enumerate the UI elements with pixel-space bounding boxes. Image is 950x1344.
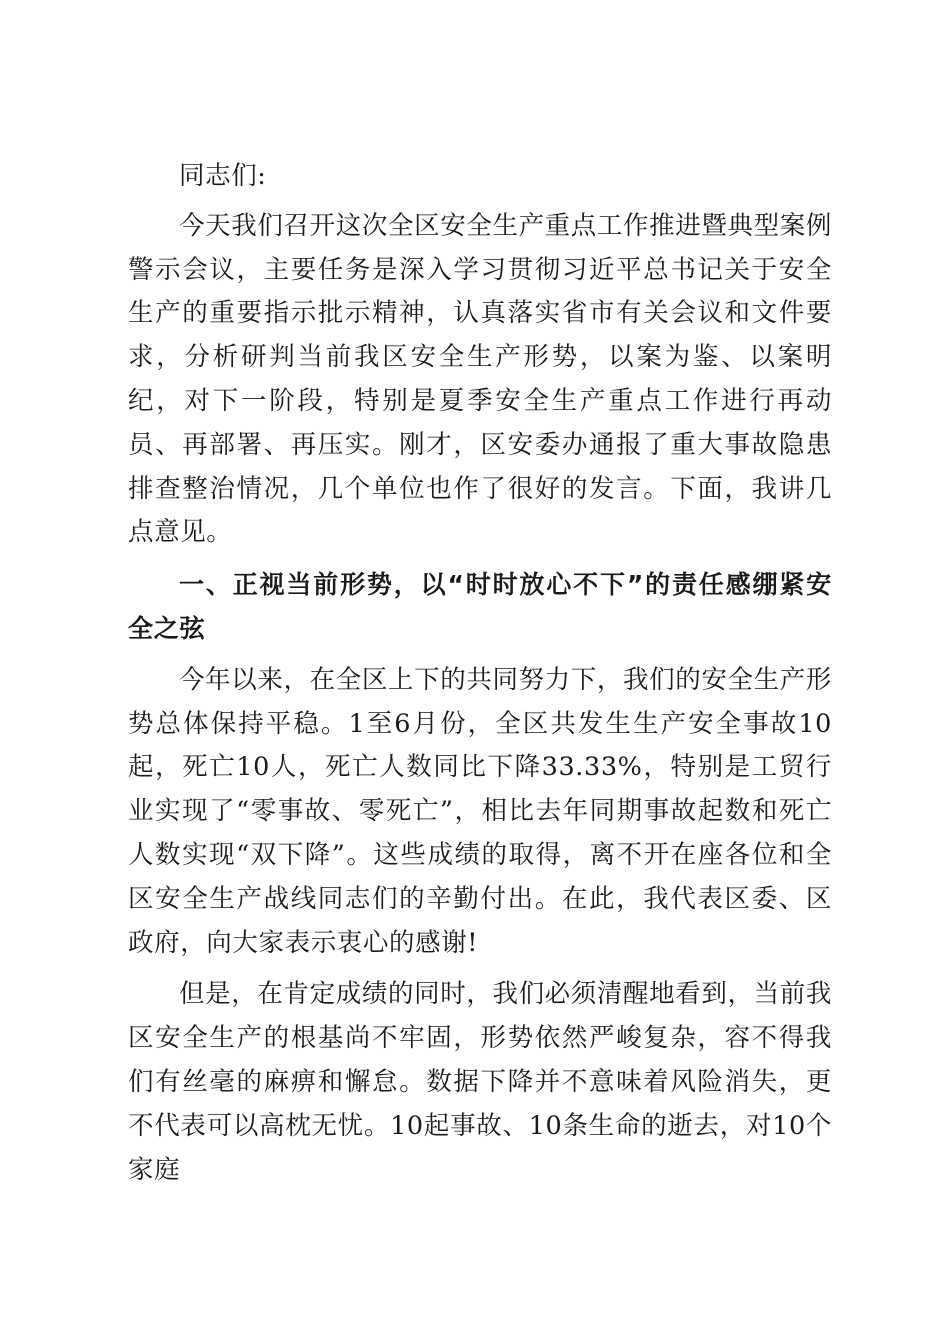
document-body — [128, 155, 832, 1192]
greeting: 同志们: — [179, 161, 267, 191]
section-1-paragraph-1: 今年以来，在全区上下的共同努力下，我们的安全生产形势总体保持平稳。1至6月份，全区共发生生产安全事故10起，死亡10人，死亡人数同比下降33.33%，特别是工贸行业实现了“零事故、零死亡”，相比去年同期事故起数和死亡人数实现“双下降”。这些成绩的取得，离不开在座各位和全区安全生产战线同志们的辛勤付出。在此，我代表区委、区政府，向大家表示衷心的感谢! — [128, 664, 832, 958]
section-1-paragraph-2: 但是，在肯定成绩的同时，我们必须清醒地看到，当前我区安全生产的根基尚不牢固，形势依然严峻复杂，容不得我们有丝毫的麻痹和懈怠。数据下降并不意味着风险消失，更不代表可以高枕无忧。10起事故、10条生命的逝去，对10个家庭 — [128, 979, 832, 1185]
section-heading-1: 一、正视当前形势，以“时时放心不下”的责任感绷紧安全之弦 — [128, 570, 832, 643]
opening-paragraph: 今天我们召开这次全区安全生产重点工作推进暨典型案例警示会议，主要任务是深入学习贯彻习近平总书记关于安全生产的重要指示批示精神，认真落实省市有关会议和文件要求，分析研判当前我区安全生产形势，以案为鉴、以案明纪，对下一阶段，特别是夏季安全生产重点工作进行再动员、再部署、再压实。刚才，区安委办通报了重大事故隐患排查整治情况，几个单位也作了很好的发言。下面，我讲几点意见。 — [128, 210, 832, 548]
